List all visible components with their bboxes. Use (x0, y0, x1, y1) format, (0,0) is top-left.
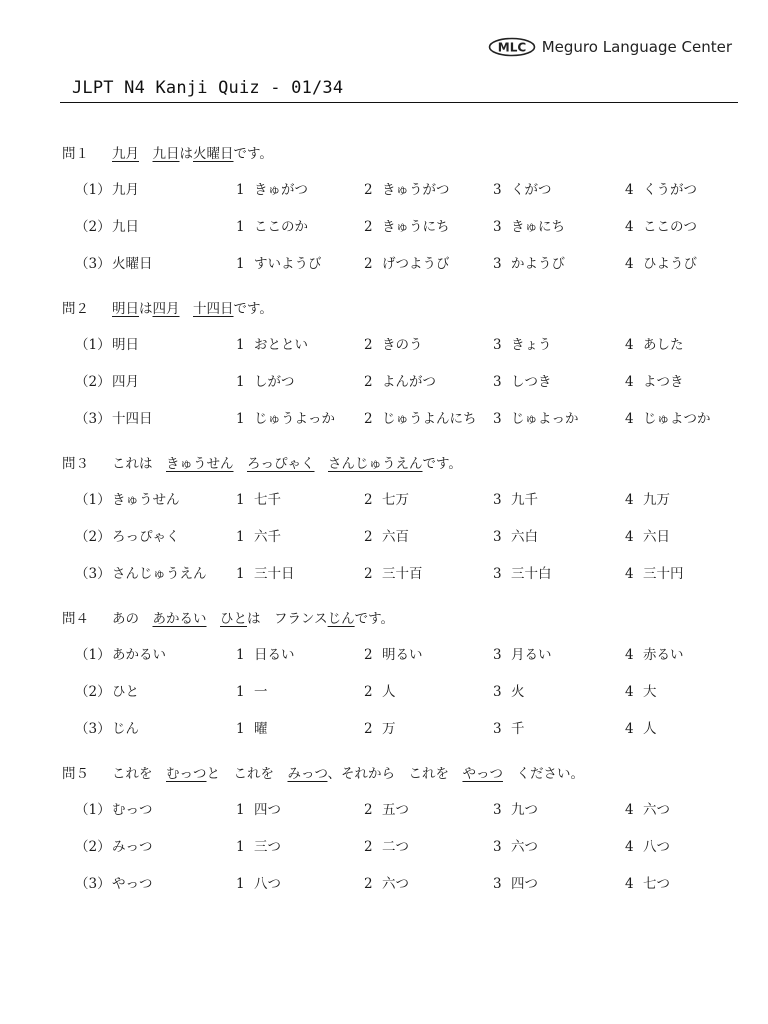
item-word: 九日 (112, 219, 139, 235)
option-text: 九千 (511, 492, 538, 508)
answer-row (0, 527, 768, 547)
option-text: 九つ (511, 802, 538, 818)
option-text: 六日 (643, 529, 670, 545)
option-text: 明るい (382, 647, 423, 663)
option-number: 4 (625, 337, 634, 353)
sentence-text: 、それから これを (327, 766, 463, 782)
option-text: 四つ (511, 876, 538, 892)
option-text: くうがつ (643, 182, 697, 198)
option-text: 赤るい (643, 647, 684, 663)
option-text: 人 (643, 721, 657, 737)
option-text: 千 (511, 721, 525, 737)
answer-option[interactable] (236, 180, 308, 200)
option-number: 1 (236, 182, 245, 198)
option-number: 3 (493, 337, 502, 353)
item-word: きゅうせん (112, 492, 180, 508)
answer-option[interactable] (625, 800, 670, 820)
item-index: （1） (75, 647, 111, 663)
underlined-word: やっつ (462, 766, 503, 782)
option-number: 2 (364, 684, 373, 700)
answer-option[interactable] (493, 335, 552, 355)
sentence-text: あの (112, 611, 153, 627)
option-number: 4 (625, 839, 634, 855)
answer-option[interactable] (625, 217, 697, 237)
answer-row (0, 490, 768, 510)
answer-option[interactable] (364, 719, 396, 739)
item-index: （3） (75, 256, 111, 272)
question-sentence (112, 146, 273, 162)
item-index: （3） (75, 411, 111, 427)
option-text: ここのか (254, 219, 308, 235)
answer-option[interactable] (493, 527, 538, 547)
option-number: 1 (236, 566, 245, 582)
answer-option[interactable] (625, 254, 697, 274)
option-number: 1 (236, 647, 245, 663)
sentence-text: は (139, 301, 153, 317)
option-text: おととい (254, 337, 308, 353)
answer-option[interactable] (625, 490, 670, 510)
option-text: じゅうよっか (254, 411, 335, 427)
option-text: 三十白 (511, 566, 552, 582)
answer-option[interactable] (364, 527, 409, 547)
option-number: 2 (364, 256, 373, 272)
option-number: 4 (625, 647, 634, 663)
option-number: 1 (236, 802, 245, 818)
answer-row (0, 719, 768, 739)
option-text: 六千 (254, 529, 281, 545)
mlc-logo-icon (488, 37, 536, 57)
underlined-word: きゅうせん (166, 456, 234, 472)
sentence-text: これを (112, 766, 166, 782)
answer-option[interactable] (236, 527, 281, 547)
answer-option[interactable] (364, 254, 450, 274)
option-text: じゅうよんにち (382, 411, 477, 427)
answer-row (0, 335, 768, 355)
question-number: 問３ (62, 456, 89, 472)
sentence-text (234, 456, 248, 472)
answer-option[interactable] (236, 874, 281, 894)
option-text: ここのつ (643, 219, 697, 235)
item-index: （2） (75, 219, 111, 235)
option-text: 六つ (643, 802, 670, 818)
option-text: じゅよっか (511, 411, 579, 427)
answer-row (0, 874, 768, 894)
item-word: 明日 (112, 337, 139, 353)
option-number: 2 (364, 876, 373, 892)
option-text: きゅにち (511, 219, 565, 235)
underlined-word: さんじゅうえん (328, 456, 423, 472)
option-text: 六白 (511, 529, 538, 545)
option-text: 六百 (382, 529, 409, 545)
option-text: 六つ (382, 876, 409, 892)
answer-option[interactable] (493, 837, 538, 857)
underlined-word: 九月 (112, 146, 139, 162)
answer-option[interactable] (493, 874, 538, 894)
item-index: （1） (75, 337, 111, 353)
option-number: 4 (625, 411, 634, 427)
option-text: 三つ (254, 839, 281, 855)
question-sentence (112, 766, 584, 782)
option-number: 2 (364, 411, 373, 427)
option-text: 万 (382, 721, 396, 737)
option-text: 火 (511, 684, 525, 700)
underlined-word: あかるい (152, 611, 207, 627)
item-index: （1） (75, 492, 111, 508)
option-number: 1 (236, 684, 245, 700)
question-number: 問４ (62, 611, 89, 627)
answer-row (0, 564, 768, 584)
answer-option[interactable] (625, 874, 670, 894)
option-number: 1 (236, 256, 245, 272)
option-number: 3 (493, 684, 502, 700)
option-text: 人 (382, 684, 396, 700)
option-number: 3 (493, 566, 502, 582)
answer-option[interactable] (493, 800, 538, 820)
option-number: 4 (625, 492, 634, 508)
brand-header (488, 36, 732, 58)
answer-option[interactable] (493, 409, 579, 429)
option-text: 曜 (254, 721, 268, 737)
answer-option[interactable] (236, 564, 295, 584)
option-number: 3 (493, 219, 502, 235)
option-number: 4 (625, 876, 634, 892)
option-text: きょう (511, 337, 552, 353)
option-number: 2 (364, 566, 373, 582)
option-number: 3 (493, 492, 502, 508)
answer-option[interactable] (625, 719, 657, 739)
underlined-word: ろっぴゃく (247, 456, 315, 472)
item-index: （2） (75, 839, 111, 855)
answer-option[interactable] (236, 837, 281, 857)
page-title: JLPT N4 Kanji Quiz - 01/34 (72, 78, 344, 98)
answer-option[interactable] (493, 217, 565, 237)
question-number: 問５ (62, 766, 89, 782)
option-number: 4 (625, 529, 634, 545)
option-text: しがつ (254, 374, 295, 390)
option-number: 3 (493, 374, 502, 390)
item-word: さんじゅうえん (112, 566, 207, 582)
answer-option[interactable] (364, 682, 396, 702)
sentence-text: です。 (422, 456, 462, 472)
item-word: 九月 (112, 182, 139, 198)
option-text: きゅうがつ (382, 182, 450, 198)
sentence-text: です。 (233, 146, 273, 162)
option-text: 八つ (643, 839, 670, 855)
answer-row (0, 372, 768, 392)
sentence-text: です。 (233, 301, 273, 317)
option-text: 七万 (382, 492, 409, 508)
underlined-word: 九日 (152, 146, 180, 162)
option-number: 4 (625, 182, 634, 198)
option-text: 大 (643, 684, 657, 700)
option-text: かようび (511, 256, 565, 272)
sentence-text: これは (112, 456, 166, 472)
option-number: 4 (625, 374, 634, 390)
option-number: 1 (236, 721, 245, 737)
sentence-text: と これを (206, 766, 288, 782)
answer-option[interactable] (236, 682, 268, 702)
item-word: 火曜日 (112, 256, 153, 272)
option-number: 2 (364, 529, 373, 545)
question-header (62, 299, 273, 319)
sentence-text: です。 (354, 611, 395, 627)
sentence-text: は (179, 146, 193, 162)
answer-option[interactable] (493, 490, 538, 510)
answer-option[interactable] (493, 254, 565, 274)
option-number: 3 (493, 256, 502, 272)
underlined-word: 明日 (112, 301, 139, 317)
option-number: 1 (236, 337, 245, 353)
answer-option[interactable] (625, 335, 684, 355)
option-number: 1 (236, 839, 245, 855)
option-number: 4 (625, 802, 634, 818)
option-text: 七つ (643, 876, 670, 892)
option-text: きのう (382, 337, 423, 353)
item-index: （2） (75, 374, 111, 390)
option-text: 日るい (254, 647, 295, 663)
option-number: 3 (493, 721, 502, 737)
option-number: 1 (236, 529, 245, 545)
option-text: よつき (643, 374, 684, 390)
answer-row (0, 254, 768, 274)
option-text: きゅうにち (382, 219, 450, 235)
answer-option[interactable] (364, 217, 450, 237)
option-text: 二つ (382, 839, 409, 855)
answer-option[interactable] (236, 490, 281, 510)
question-header (62, 144, 273, 164)
item-word: 十四日 (112, 411, 153, 427)
option-text: 三十百 (382, 566, 423, 582)
item-word: 四月 (112, 374, 139, 390)
item-index: （1） (75, 182, 111, 198)
answer-option[interactable] (236, 254, 322, 274)
option-number: 2 (364, 802, 373, 818)
option-number: 3 (493, 647, 502, 663)
option-number: 3 (493, 529, 502, 545)
answer-option[interactable] (364, 180, 450, 200)
answer-row (0, 645, 768, 665)
item-index: （3） (75, 721, 111, 737)
option-text: あした (643, 337, 684, 353)
option-text: ひようび (643, 256, 697, 272)
answer-row (0, 217, 768, 237)
answer-option[interactable] (236, 409, 335, 429)
option-number: 1 (236, 219, 245, 235)
option-text: しつき (511, 374, 552, 390)
option-number: 2 (364, 219, 373, 235)
underlined-word: 火曜日 (193, 146, 234, 162)
answer-row (0, 409, 768, 429)
option-number: 1 (236, 876, 245, 892)
answer-option[interactable] (236, 645, 295, 665)
item-word: じん (112, 721, 139, 737)
answer-option[interactable] (493, 372, 552, 392)
option-number: 3 (493, 802, 502, 818)
option-number: 2 (364, 182, 373, 198)
item-word: やっつ (112, 876, 153, 892)
option-number: 3 (493, 411, 502, 427)
option-text: 四つ (254, 802, 281, 818)
answer-row (0, 800, 768, 820)
answer-option[interactable] (625, 837, 670, 857)
sentence-text (180, 301, 194, 317)
option-number: 4 (625, 219, 634, 235)
sentence-text (207, 611, 221, 627)
option-text: 五つ (382, 802, 409, 818)
option-number: 1 (236, 492, 245, 508)
answer-option[interactable] (364, 837, 409, 857)
option-number: 3 (493, 876, 502, 892)
title-divider (60, 102, 738, 103)
underlined-word: じん (327, 611, 355, 627)
underlined-word: むっつ (166, 766, 207, 782)
item-word: あかるい (112, 647, 166, 663)
option-number: 1 (236, 374, 245, 390)
question-header (62, 609, 394, 629)
brand-name: Meguro Language Center (541, 38, 732, 56)
option-number: 4 (625, 566, 634, 582)
answer-option[interactable] (625, 527, 670, 547)
option-number: 2 (364, 647, 373, 663)
question-number: 問２ (62, 301, 89, 317)
question-header (62, 764, 584, 784)
answer-option[interactable] (625, 372, 684, 392)
answer-option[interactable] (493, 645, 552, 665)
sentence-text: ください。 (502, 766, 584, 782)
option-number: 4 (625, 721, 634, 737)
answer-option[interactable] (364, 645, 423, 665)
sentence-text (315, 456, 329, 472)
answer-row (0, 180, 768, 200)
option-text: よんがつ (382, 374, 436, 390)
item-word: みっつ (112, 839, 153, 855)
answer-row (0, 837, 768, 857)
underlined-word: みっつ (287, 766, 328, 782)
option-text: 六つ (511, 839, 538, 855)
item-word: ひと (112, 684, 139, 700)
sentence-text (139, 146, 153, 162)
question-header (62, 454, 462, 474)
option-text: 三十円 (643, 566, 684, 582)
option-text: きゅがつ (254, 182, 308, 198)
answer-option[interactable] (625, 645, 684, 665)
answer-option[interactable] (364, 409, 477, 429)
answer-option[interactable] (364, 490, 409, 510)
answer-option[interactable] (236, 335, 308, 355)
option-number: 4 (625, 256, 634, 272)
answer-option[interactable] (364, 800, 409, 820)
answer-option[interactable] (493, 719, 525, 739)
item-index: （2） (75, 684, 111, 700)
sentence-text: は フランス (247, 611, 328, 627)
item-word: むっつ (112, 802, 153, 818)
option-number: 1 (236, 411, 245, 427)
answer-option[interactable] (364, 372, 436, 392)
answer-option[interactable] (493, 180, 552, 200)
option-number: 2 (364, 721, 373, 737)
option-number: 3 (493, 839, 502, 855)
option-text: じゅよつか (643, 411, 711, 427)
option-text: 七千 (254, 492, 281, 508)
option-text: 月るい (511, 647, 552, 663)
option-text: げつようび (382, 256, 450, 272)
question-sentence (112, 611, 394, 627)
item-index: （3） (75, 876, 111, 892)
svg-text:MLC: MLC (497, 40, 526, 55)
answer-row (0, 682, 768, 702)
option-number: 2 (364, 337, 373, 353)
underlined-word: ひと (220, 611, 247, 627)
option-number: 2 (364, 492, 373, 508)
option-number: 2 (364, 839, 373, 855)
item-word: ろっぴゃく (112, 529, 180, 545)
underlined-word: 四月 (152, 301, 180, 317)
answer-option[interactable] (364, 564, 423, 584)
option-text: くがつ (511, 182, 552, 198)
option-text: 一 (254, 684, 268, 700)
question-sentence (112, 301, 273, 317)
answer-option[interactable] (625, 180, 697, 200)
answer-option[interactable] (493, 682, 525, 702)
answer-option[interactable] (236, 217, 308, 237)
answer-option[interactable] (364, 874, 409, 894)
option-number: 3 (493, 182, 502, 198)
answer-option[interactable] (364, 335, 423, 355)
option-number: 4 (625, 684, 634, 700)
answer-option[interactable] (625, 564, 684, 584)
answer-option[interactable] (625, 409, 711, 429)
answer-option[interactable] (236, 719, 268, 739)
question-sentence (112, 456, 462, 472)
option-text: すいようび (254, 256, 322, 272)
option-text: 三十日 (254, 566, 295, 582)
option-number: 2 (364, 374, 373, 390)
item-index: （3） (75, 566, 111, 582)
answer-option[interactable] (236, 800, 281, 820)
answer-option[interactable] (236, 372, 295, 392)
item-index: （1） (75, 802, 111, 818)
question-number: 問１ (62, 146, 89, 162)
option-text: 九万 (643, 492, 670, 508)
item-index: （2） (75, 529, 111, 545)
answer-option[interactable] (493, 564, 552, 584)
answer-option[interactable] (625, 682, 657, 702)
option-text: 八つ (254, 876, 281, 892)
underlined-word: 十四日 (193, 301, 234, 317)
